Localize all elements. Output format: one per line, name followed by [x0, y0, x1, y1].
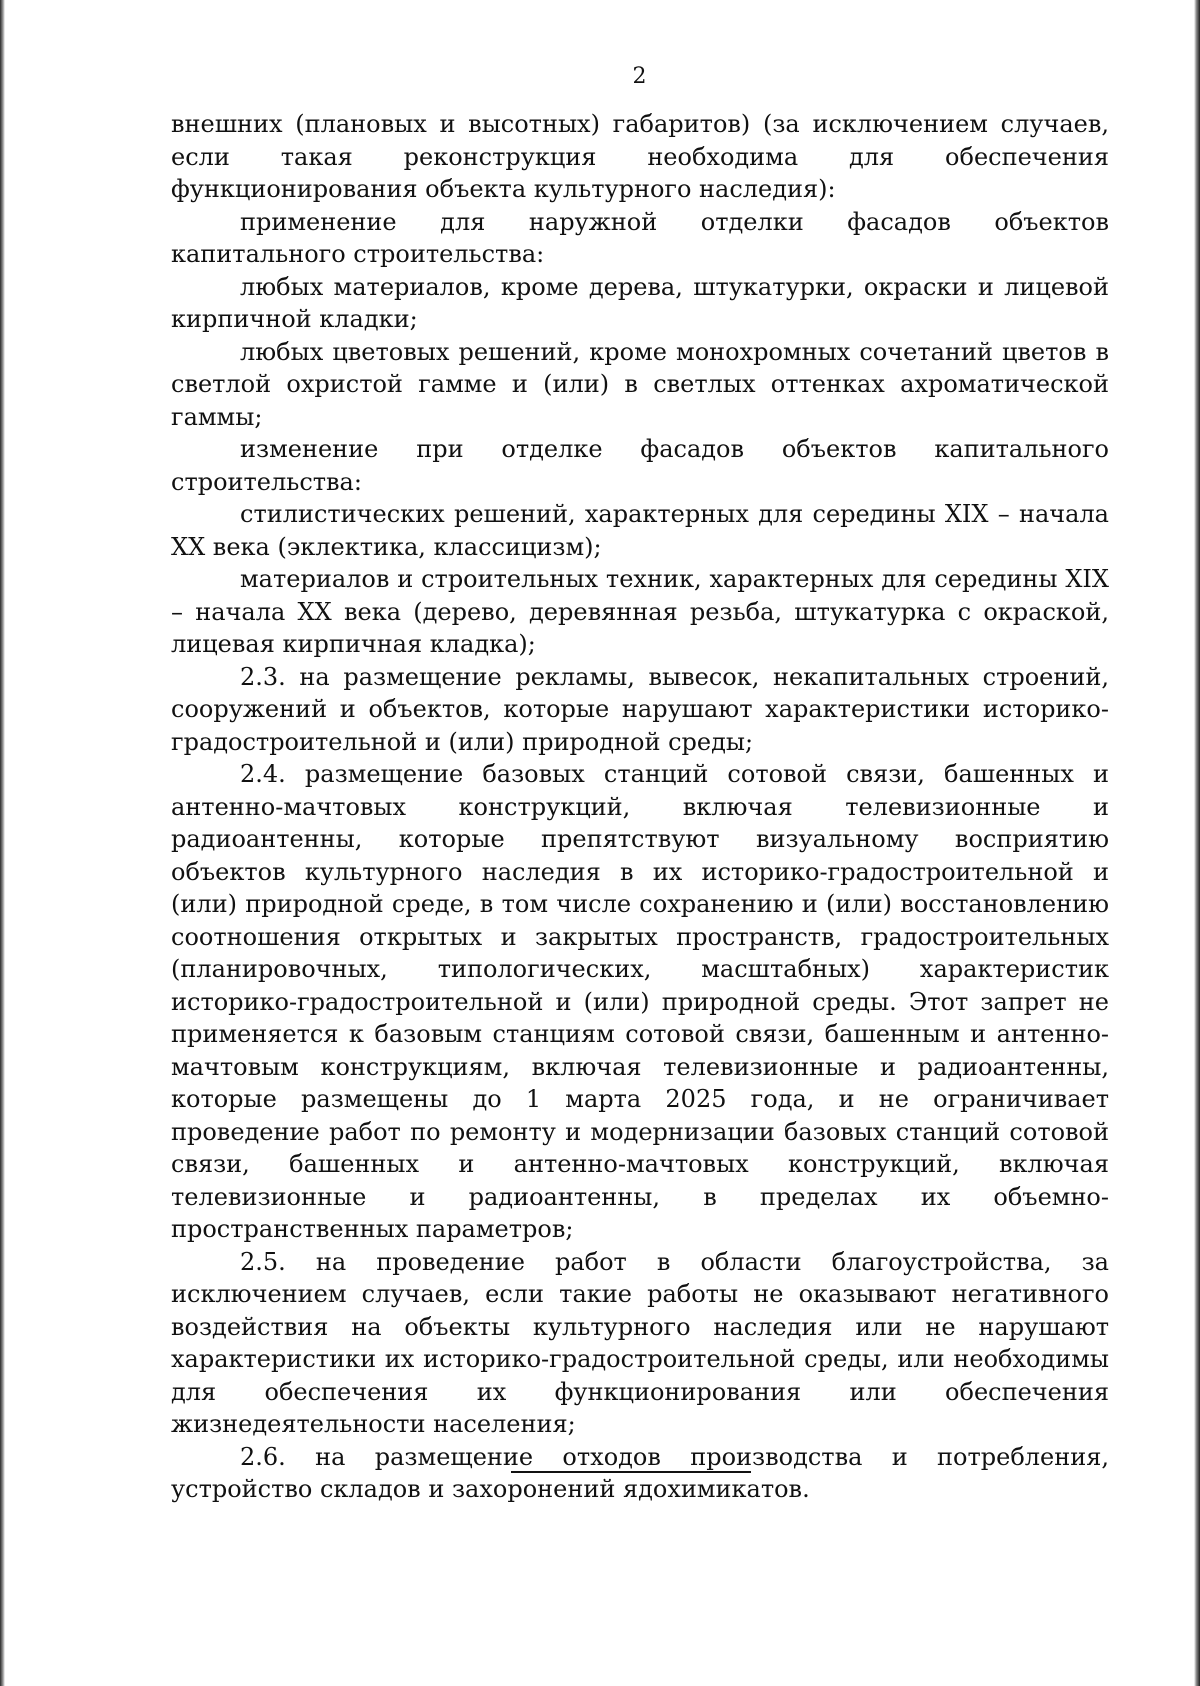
paragraph-2-5: 2.5. на проведение работ в области благоустройства, за исключением случаев, если такие работы не оказывают негативного воздействия на объекты культурного наследия или не нарушают характеристики их историко-градостроительной среды, или необходимы для обеспечения их функционирования или обеспечения жизнедеятельности населения; [171, 1247, 1109, 1438]
paragraph-2-6: 2.6. на размещение отходов производства и потребления, устройство складов и захоронений ядохимикатов. [171, 1442, 1109, 1503]
document-body [171, 108, 1109, 1506]
scan-edge-left [0, 0, 5, 1686]
scan-edge-right [1194, 0, 1200, 1686]
page-number: 2 [632, 64, 647, 89]
end-of-document-rule [511, 1471, 751, 1473]
paragraph: любых цветовых решений, кроме монохромных сочетаний цветов в светлой охристой гамме и (или) в светлых оттенках ахроматической гаммы; [171, 337, 1109, 431]
paragraph: любых материалов, кроме дерева, штукатурки, окраски и лицевой кирпичной кладки; [171, 272, 1109, 333]
paragraph-2-3: 2.3. на размещение рекламы, вывесок, некапитальных строений, сооружений и объектов, которые нарушают характеристики историко-градостроительной и (или) природной среды; [171, 662, 1109, 756]
paragraph-continuation: внешних (плановых и высотных) габаритов) (за исключением случаев, если такая реконструкция необходима для обеспечения функционирования объекта культурного наследия): [171, 110, 1109, 203]
paragraph: изменение при отделке фасадов объектов капитального строительства: [171, 435, 1109, 496]
paragraph: стилистических решений, характерных для середины XIX – начала XX века (эклектика, классицизм); [171, 500, 1109, 561]
paragraph: применение для наружной отделки фасадов объектов капитального строительства: [171, 207, 1109, 268]
paragraph-2-4: 2.4. размещение базовых станций сотовой связи, башенных и антенно-мачтовых конструкций, включая телевизионные и радиоантенны, которые препятствуют визуальному восприятию объектов культурного наследия в их историко-градостроительной и (или) природной среде, в том числе сохранению и (или) восстановлению соотношения открытых и закрытых пространств, градостроительных (планировочных, типологических, масштабных) характеристик историко-градостроительной и (или) природной среды. Этот запрет не применяется к базовым станциям сотовой связи, башенным и антенно-мачтовым конструкциям, включая телевизионные и радиоантенны, которые размещены до 1 марта 2025 года, и не ограничивает проведение работ по ремонту и модернизации базовых станций сотовой связи, башенных и антенно-мачтовых конструкций, включая телевизионные и радиоантенны, в пределах их объемно-пространственных параметров; [171, 760, 1109, 1243]
paragraph: материалов и строительных техник, характерных для середины XIX – начала XX века (дерево, деревянная резьба, штукатурка с окраской, лицевая кирпичная кладка); [171, 565, 1109, 658]
